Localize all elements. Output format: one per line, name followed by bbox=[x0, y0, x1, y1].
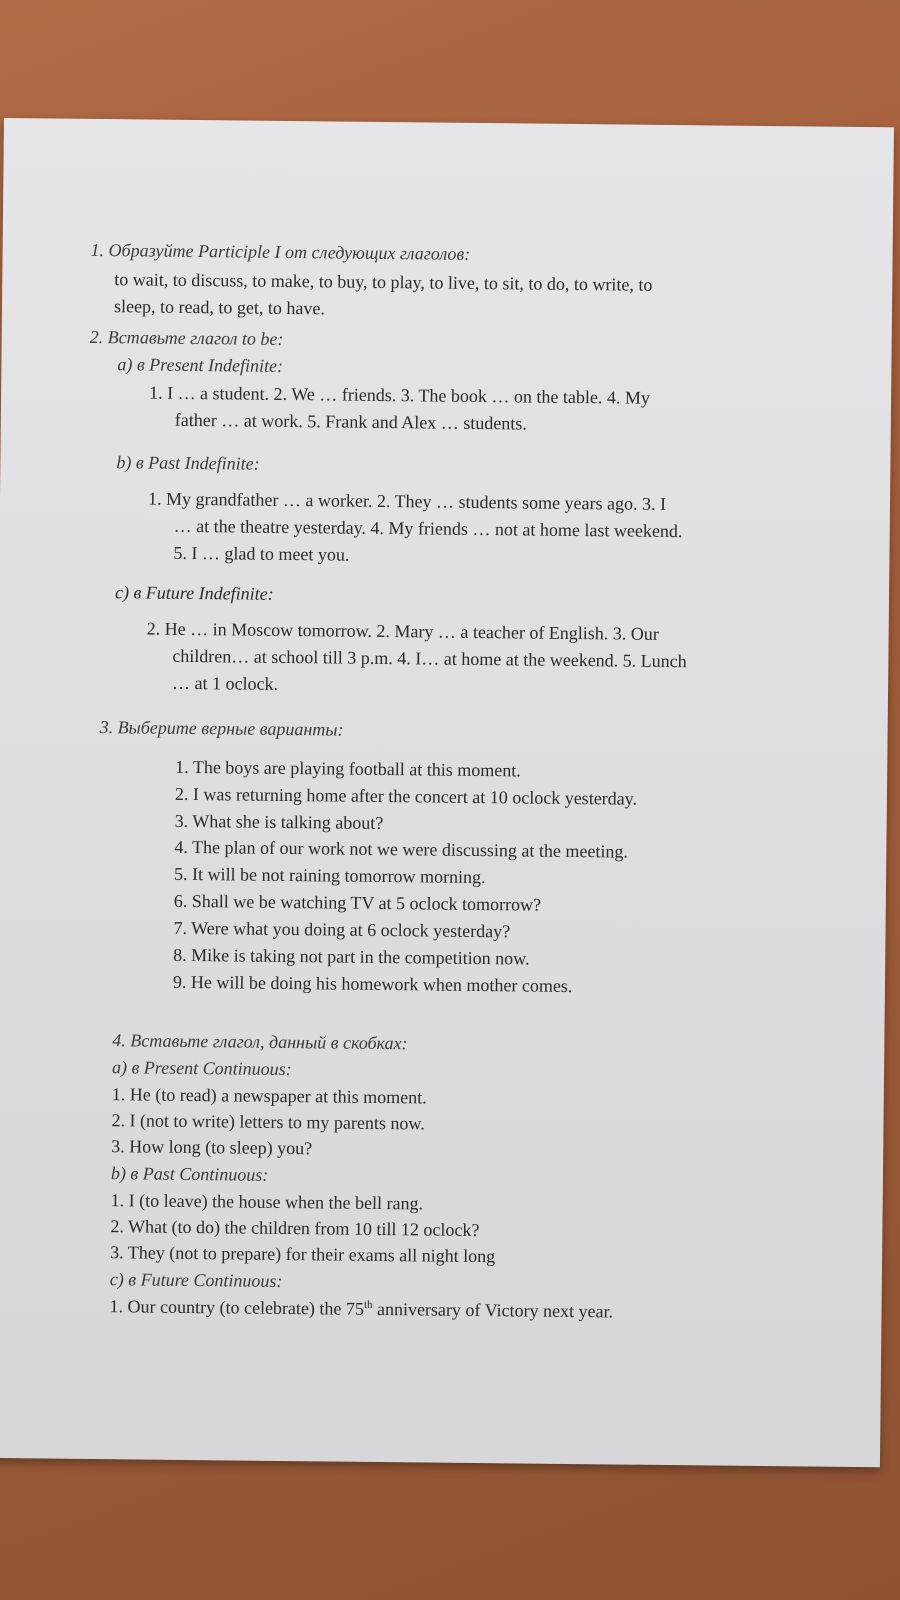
task3-item: 6. Shall we be watching TV at 5 oclock tomorrow? bbox=[173, 890, 542, 915]
task4b-list bbox=[110, 1187, 496, 1269]
task2b-line: 1. My grandfather … a worker. 2. They … students some years ago. 3. I bbox=[147, 488, 667, 514]
task1-line: to wait, to discuss, to make, to buy, to play, to live, to sit, to do, to write, to bbox=[114, 269, 653, 295]
task2a-heading: a) в Present Indefinite: bbox=[117, 354, 284, 376]
task3-list bbox=[173, 754, 638, 1000]
task4-heading: 4. Вставьте глагол, данный в скобках: bbox=[112, 1030, 408, 1054]
task4a-item: 1. He (to read) a newspaper at this moment. bbox=[111, 1084, 427, 1108]
task3-item: 5. It will be not raining tomorrow morning. bbox=[173, 864, 486, 888]
task3-item: 4. The plan of our work not we were discussing at the meeting. bbox=[174, 837, 629, 863]
task2b-body bbox=[147, 486, 683, 573]
task4b-item: 2. What (to do) the children from 10 till 12 oclock? bbox=[110, 1216, 480, 1241]
task3-item: 1. The boys are playing football at this moment. bbox=[175, 756, 521, 781]
task1-line: sleep, to read, to get, to have. bbox=[113, 296, 326, 319]
task4b-item: 1. I (to leave) the house when the bell rang. bbox=[110, 1190, 424, 1214]
task3-item: 8. Mike is taking not part in the competition now. bbox=[173, 944, 530, 969]
task2c-body bbox=[146, 616, 687, 703]
task4c-item-start: 1. Our country (to celebrate) the 75 bbox=[109, 1296, 365, 1319]
task3-heading: 3. Выберите верные варианты: bbox=[99, 717, 344, 740]
task2c-line: children… at school till 3 p.m. 4. I… at home at the weekend. 5. Lunch bbox=[172, 645, 687, 672]
task4a-item: 3. How long (to sleep) you? bbox=[111, 1136, 313, 1159]
task2a-line: father … at work. 5. Frank and Alex … students. bbox=[174, 409, 527, 434]
task3-item: 2. I was returning home after the concert at 10 oclock yesterday. bbox=[174, 783, 638, 809]
task4a-heading: a) в Present Continuous: bbox=[111, 1057, 292, 1080]
task2-heading: 2. Вставьте глагол to be: bbox=[89, 326, 284, 349]
task4c-item-end: anniversary of Victory next year. bbox=[372, 1298, 614, 1322]
task4b-heading: b) в Past Continuous: bbox=[110, 1163, 269, 1185]
task4a-item: 2. I (not to write) letters to my parents now. bbox=[111, 1110, 425, 1134]
task1-heading: 1. Образуйте Participle I от следующих глаголов: bbox=[90, 239, 471, 264]
task4b-item: 3. They (not to prepare) for their exams all night long bbox=[110, 1242, 496, 1267]
task1-body bbox=[114, 266, 653, 326]
task3-item: 3. What she is talking about? bbox=[174, 810, 384, 833]
worksheet-paper bbox=[0, 118, 894, 1467]
task2c-line: 2. He … in Moscow tomorrow. 2. Mary … a teacher of English. 3. Our bbox=[146, 618, 659, 644]
task3-item: 7. Were what you doing at 6 oclock yesterday? bbox=[173, 917, 511, 942]
ordinal-suffix: th bbox=[363, 1298, 373, 1311]
task3-item: 9. He will be doing his homework when mother comes. bbox=[172, 971, 573, 996]
task4a-list bbox=[111, 1081, 427, 1163]
task2c-line: … at 1 oclock. bbox=[171, 672, 279, 694]
task2b-heading: b) в Past Indefinite: bbox=[116, 452, 260, 474]
task4c-heading: c) в Future Continuous: bbox=[109, 1269, 283, 1291]
task2c-heading: c) в Future Indefinite: bbox=[114, 582, 274, 604]
task2a-body bbox=[149, 380, 650, 439]
task4c-item bbox=[109, 1293, 613, 1325]
task2b-line: … at the theatre yesterday. 4. My friends … not at home last weekend. bbox=[173, 515, 683, 542]
task2a-line: 1. I … a student. 2. We … friends. 3. The book … on the table. 4. My bbox=[149, 382, 651, 408]
task2b-line: 5. I … glad to meet you. bbox=[173, 542, 350, 565]
